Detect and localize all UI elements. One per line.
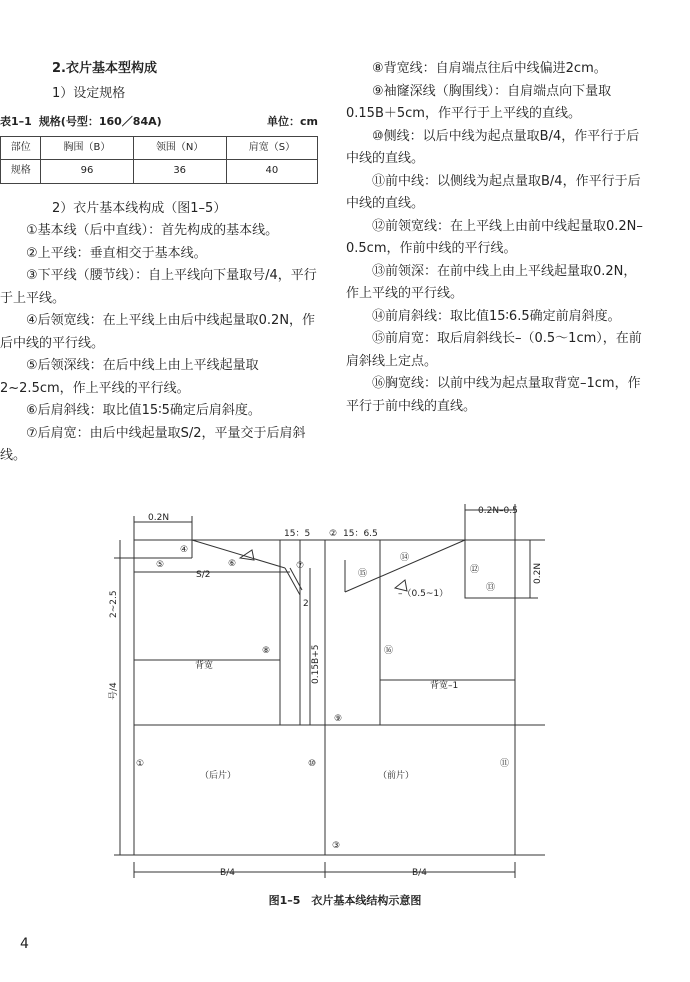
list-item: ⑬前领深：在前中线上由上平线起量取0.2N，作上平线的平行线。 [346,263,637,301]
table-header: 领围（N） [133,136,226,160]
label-back-width: 背宽 [195,661,214,671]
list-item: ⑫前领宽线：在上平线上由前中线起量取0.2N–0.5cm，作前中线的平行线。 [346,218,643,256]
label-two: 2 [303,599,309,609]
table-row [1,160,318,184]
table-unit: 单位：cm [267,115,318,128]
label-b4-left: B/4 [220,868,235,878]
list-item: ②上平线：垂直相交于基本线。 [26,245,207,261]
label-n8: ⑧ [262,646,271,656]
diagram-svg [100,500,580,890]
label-02n05: 0.2N–0.5 [478,506,518,516]
section-title: 2.衣片基本型构成 [52,61,157,76]
label-s2: S/2 [196,570,211,580]
label-b4-right: B/4 [412,868,427,878]
label-n16: ⑯ [384,646,394,656]
label-n5: ⑤ [156,560,165,570]
label-n11: ⑪ [500,759,510,769]
list-item: ④后领宽线：在上平线上由后中线起量取0.2N，作后中线的平行线。 [0,313,316,351]
label-2-25: 2~2.5 [109,590,119,618]
label-front-width: 背宽–1 [430,681,459,691]
label-n9: ⑨ [334,714,343,724]
list-item: ⑤后领深线：在后中线上由上平线起量取2~2.5cm，作上平线的平行线。 [0,358,259,396]
label-n13: ⑬ [486,583,496,593]
list-item: ⑩侧线：以后中线为起点量取B/4，作平行于后中线的直线。 [346,128,640,166]
label-n1: ① [136,759,145,769]
table-cell: 36 [133,160,226,184]
label-ratio-back: 15：5 [284,529,311,539]
table-title: 规格(号型：160／84A) [38,115,162,128]
label-02n: 0.2N [148,513,170,523]
list-item: ⑨袖窿深线（胸围线）：自肩端点向下量取0.15B＋5cm，作平行于上平线的直线。 [346,83,612,121]
table-header: 肩宽（S） [226,136,317,160]
label-front-piece: （前片） [378,771,415,781]
table-header-row [1,136,318,160]
list-item: ⑭前肩斜线：取比值15∶6.5确定前肩斜度。 [372,308,621,324]
list-item: ⑪前中线：以侧线为起点量取B/4，作平行于后中线的直线。 [346,173,641,211]
label-ratio-front: 15：6.5 [343,529,378,539]
label-015b: 0.15B+5 [311,644,321,684]
label-n14: ⑭ [400,553,410,563]
label-n2: ② [329,529,338,539]
subsection-2: 2）衣片基本线构成（图1–5） [52,200,227,216]
label-back-piece: （后片） [200,771,237,781]
table-header: 部位 [1,136,41,160]
list-item: ⑯胸宽线：以前中线为起点量取背宽–1cm，作平行于前中线的直线。 [346,376,641,414]
back-shoulder-line [192,540,285,568]
list-item: ①基本线（后中直线）：首先构成的基本线。 [26,223,279,238]
label-hao4: 号/4 [109,682,119,700]
label-02n-vert: 0.2N [533,562,543,584]
list-item: ③下平线（腰节线）：自上平线向下量取号/4，平行于上平线。 [0,268,317,306]
subsection-1: 1）设定规格 [52,85,126,101]
page-number: 4 [20,936,29,952]
label-051: –（0.5~1） [398,589,449,599]
table-cell: 规格 [1,160,41,184]
figure-caption: 图1–5 衣片基本线结构示意图 [268,894,422,907]
list-item: ⑧背宽线：自肩端点往后中线偏进2cm。 [372,61,607,76]
spec-table [0,136,318,184]
table-id: 表1–1 [0,115,32,128]
table-cell: 96 [41,160,133,184]
front-shoulder-line [345,540,465,592]
label-n12: ⑫ [470,565,480,575]
label-n6: ⑥ [228,559,237,569]
table-header: 胸围（B） [41,136,133,160]
list-item: ⑮前肩宽：取后肩斜线长–（0.5～1cm），在前肩斜线上定点。 [346,331,642,369]
table-cell: 40 [226,160,317,184]
pattern-diagram [100,500,580,890]
list-item: ⑦后肩宽：由后中线起量取S/2，平量交于后肩斜线。 [0,425,306,463]
label-n4: ④ [180,545,189,555]
table-caption [0,111,318,134]
list-item: ⑥后肩斜线：取比值15∶5确定后肩斜度。 [26,403,261,418]
label-n7: ⑦ [296,561,305,571]
label-n10: ⑩ [308,759,317,769]
left-column [0,58,322,468]
label-n3: ③ [332,841,341,851]
label-n15: ⑮ [358,569,368,579]
right-column [346,58,646,418]
